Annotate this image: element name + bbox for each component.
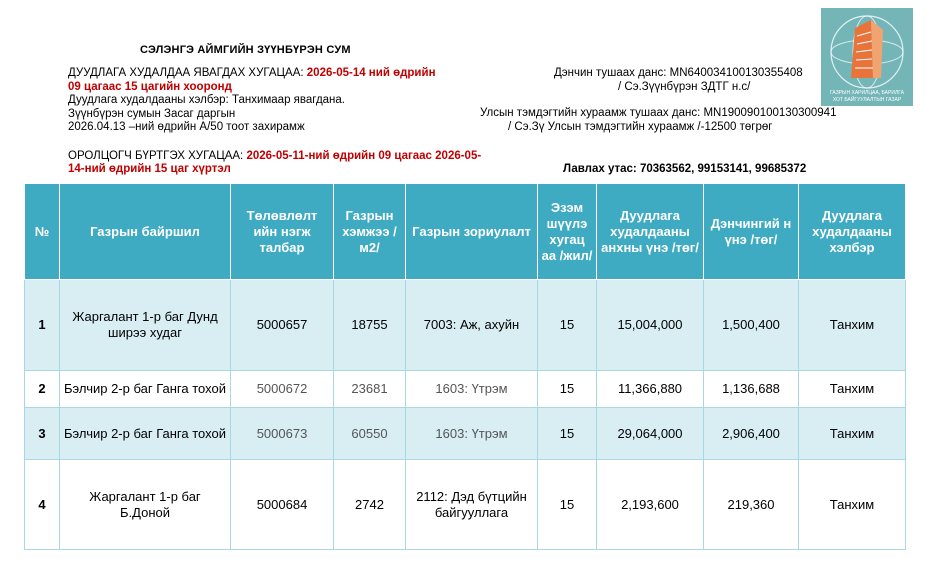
row-purpose: 2112: Дэд бүтцийн байгууллага	[406, 460, 538, 550]
auction-info	[68, 67, 448, 135]
row-deposit: 1,500,400	[704, 280, 799, 371]
account-info	[480, 67, 836, 134]
row-number: 3	[25, 408, 60, 460]
row-parcel: 5000673	[231, 408, 334, 460]
row-term: 15	[538, 371, 597, 408]
table-row	[25, 280, 906, 371]
column-header-term: Эзэм шүүлэ хугац аа /жил/	[538, 184, 597, 280]
row-deposit: 219,360	[704, 460, 799, 550]
row-start-price: 11,366,880	[597, 371, 704, 408]
registration-period	[68, 150, 488, 176]
column-header-parcel: Төлөвлөлт ийн нэгж талбар	[231, 184, 334, 280]
deposit-account: Дэнчин тушаах данс: MN640034100130355408	[554, 67, 803, 79]
row-purpose: 7003: Аж, ахуйн	[406, 280, 538, 371]
decree: 2026.04.13 –ний өдрийн А/50 тоот захирамж	[68, 121, 305, 133]
row-location: Бэлчир 2-р баг Ганга тохой	[60, 371, 231, 408]
row-form: Танхим	[799, 280, 906, 371]
row-purpose: 1603: Үтрэм	[406, 371, 538, 408]
agency-logo	[821, 8, 913, 106]
row-start-price: 2,193,600	[597, 460, 704, 550]
deposit-account-name: / Сэ.Зүүнбүрэн ЗДТГ н.с/	[618, 80, 751, 93]
registration-value: 2026-05-11-ний өдрийн 09 цагаас 2026-05-14-ний өдрийн 15 цаг хүртэл	[68, 150, 482, 175]
logo-text-line1: ГАЗРЫН ХАРИЛЦАА, БАРИЛГА	[830, 90, 904, 96]
row-form: Танхим	[799, 371, 906, 408]
row-area: 18755	[334, 280, 406, 371]
row-location: Бэлчир 2-р баг Ганга тохой	[60, 408, 231, 460]
registration-label: ОРОЛЦОГЧ БҮРТГЭХ ХУГАЦАА:	[68, 150, 247, 162]
row-parcel: 5000657	[231, 280, 334, 371]
stamp-account: Улсын тэмдэгтийн хураамж тушаах данс: MN190090100130300941	[480, 107, 837, 119]
row-start-price: 15,004,000	[597, 280, 704, 371]
auction-period-label: ДУУДЛАГА ХУДАЛДАА ЯВАГДАХ ХУГАЦАА:	[68, 67, 307, 79]
column-header-area: Газрын хэмжээ /м2/	[334, 184, 406, 280]
row-number: 4	[25, 460, 60, 550]
page-title: СЭЛЭНГЭ АЙМГИЙН ЗҮҮНБҮРЭН СУМ	[140, 44, 351, 56]
table-row	[25, 460, 906, 550]
row-start-price: 29,064,000	[597, 408, 704, 460]
land-auction-table	[24, 183, 906, 550]
row-location: Жаргалант 1-р баг Б.Доной	[60, 460, 231, 550]
column-header-no: №	[25, 184, 60, 280]
column-header-start-price: Дуудлага худалдааны анхны үнэ /төг/	[597, 184, 704, 280]
row-term: 15	[538, 460, 597, 550]
column-header-location: Газрын байршил	[60, 184, 231, 280]
stamp-account-name: / Сэ.Зү Улсын тэмдэгтийн хураамж /-12500 төгрөг	[508, 120, 773, 133]
authority: Зүүнбүрэн сумын Засаг даргын	[68, 107, 236, 120]
row-area: 60550	[334, 408, 406, 460]
table-row	[25, 371, 906, 408]
column-header-purpose: Газрын зориулалт	[406, 184, 538, 280]
row-area: 2742	[334, 460, 406, 550]
row-parcel: 5000684	[231, 460, 334, 550]
contact-phone: Лавлах утас: 70363562, 99153141, 99685372	[563, 163, 807, 175]
row-area: 23681	[334, 371, 406, 408]
row-purpose: 1603: Үтрэм	[406, 408, 538, 460]
building-logo-icon	[821, 8, 913, 106]
row-deposit: 1,136,688	[704, 371, 799, 408]
auction-form: Дуудлага худалдааны хэлбэр: Танхимаар явагдана.	[68, 94, 345, 106]
table-row	[25, 408, 906, 460]
column-header-deposit: Дэнчингий н үнэ /төг/	[704, 184, 799, 280]
column-header-form: Дуудлага худалдааны хэлбэр	[799, 184, 906, 280]
row-location: Жаргалант 1-р баг Дунд ширээ худаг	[60, 280, 231, 371]
row-form: Танхим	[799, 408, 906, 460]
logo-text-line2: ХОТ БАЙГУУЛАЛТЫН ГАЗАР	[832, 97, 902, 103]
row-term: 15	[538, 408, 597, 460]
auction-period-value: 2026-05-14 ний өдрийн 09 цагаас 15 цагийн хооронд	[68, 67, 436, 93]
row-deposit: 2,906,400	[704, 408, 799, 460]
row-number: 2	[25, 371, 60, 408]
row-number: 1	[25, 280, 60, 371]
table-header-row	[25, 184, 906, 280]
auction-period	[68, 67, 448, 94]
row-form: Танхим	[799, 460, 906, 550]
row-term: 15	[538, 280, 597, 371]
row-parcel: 5000672	[231, 371, 334, 408]
